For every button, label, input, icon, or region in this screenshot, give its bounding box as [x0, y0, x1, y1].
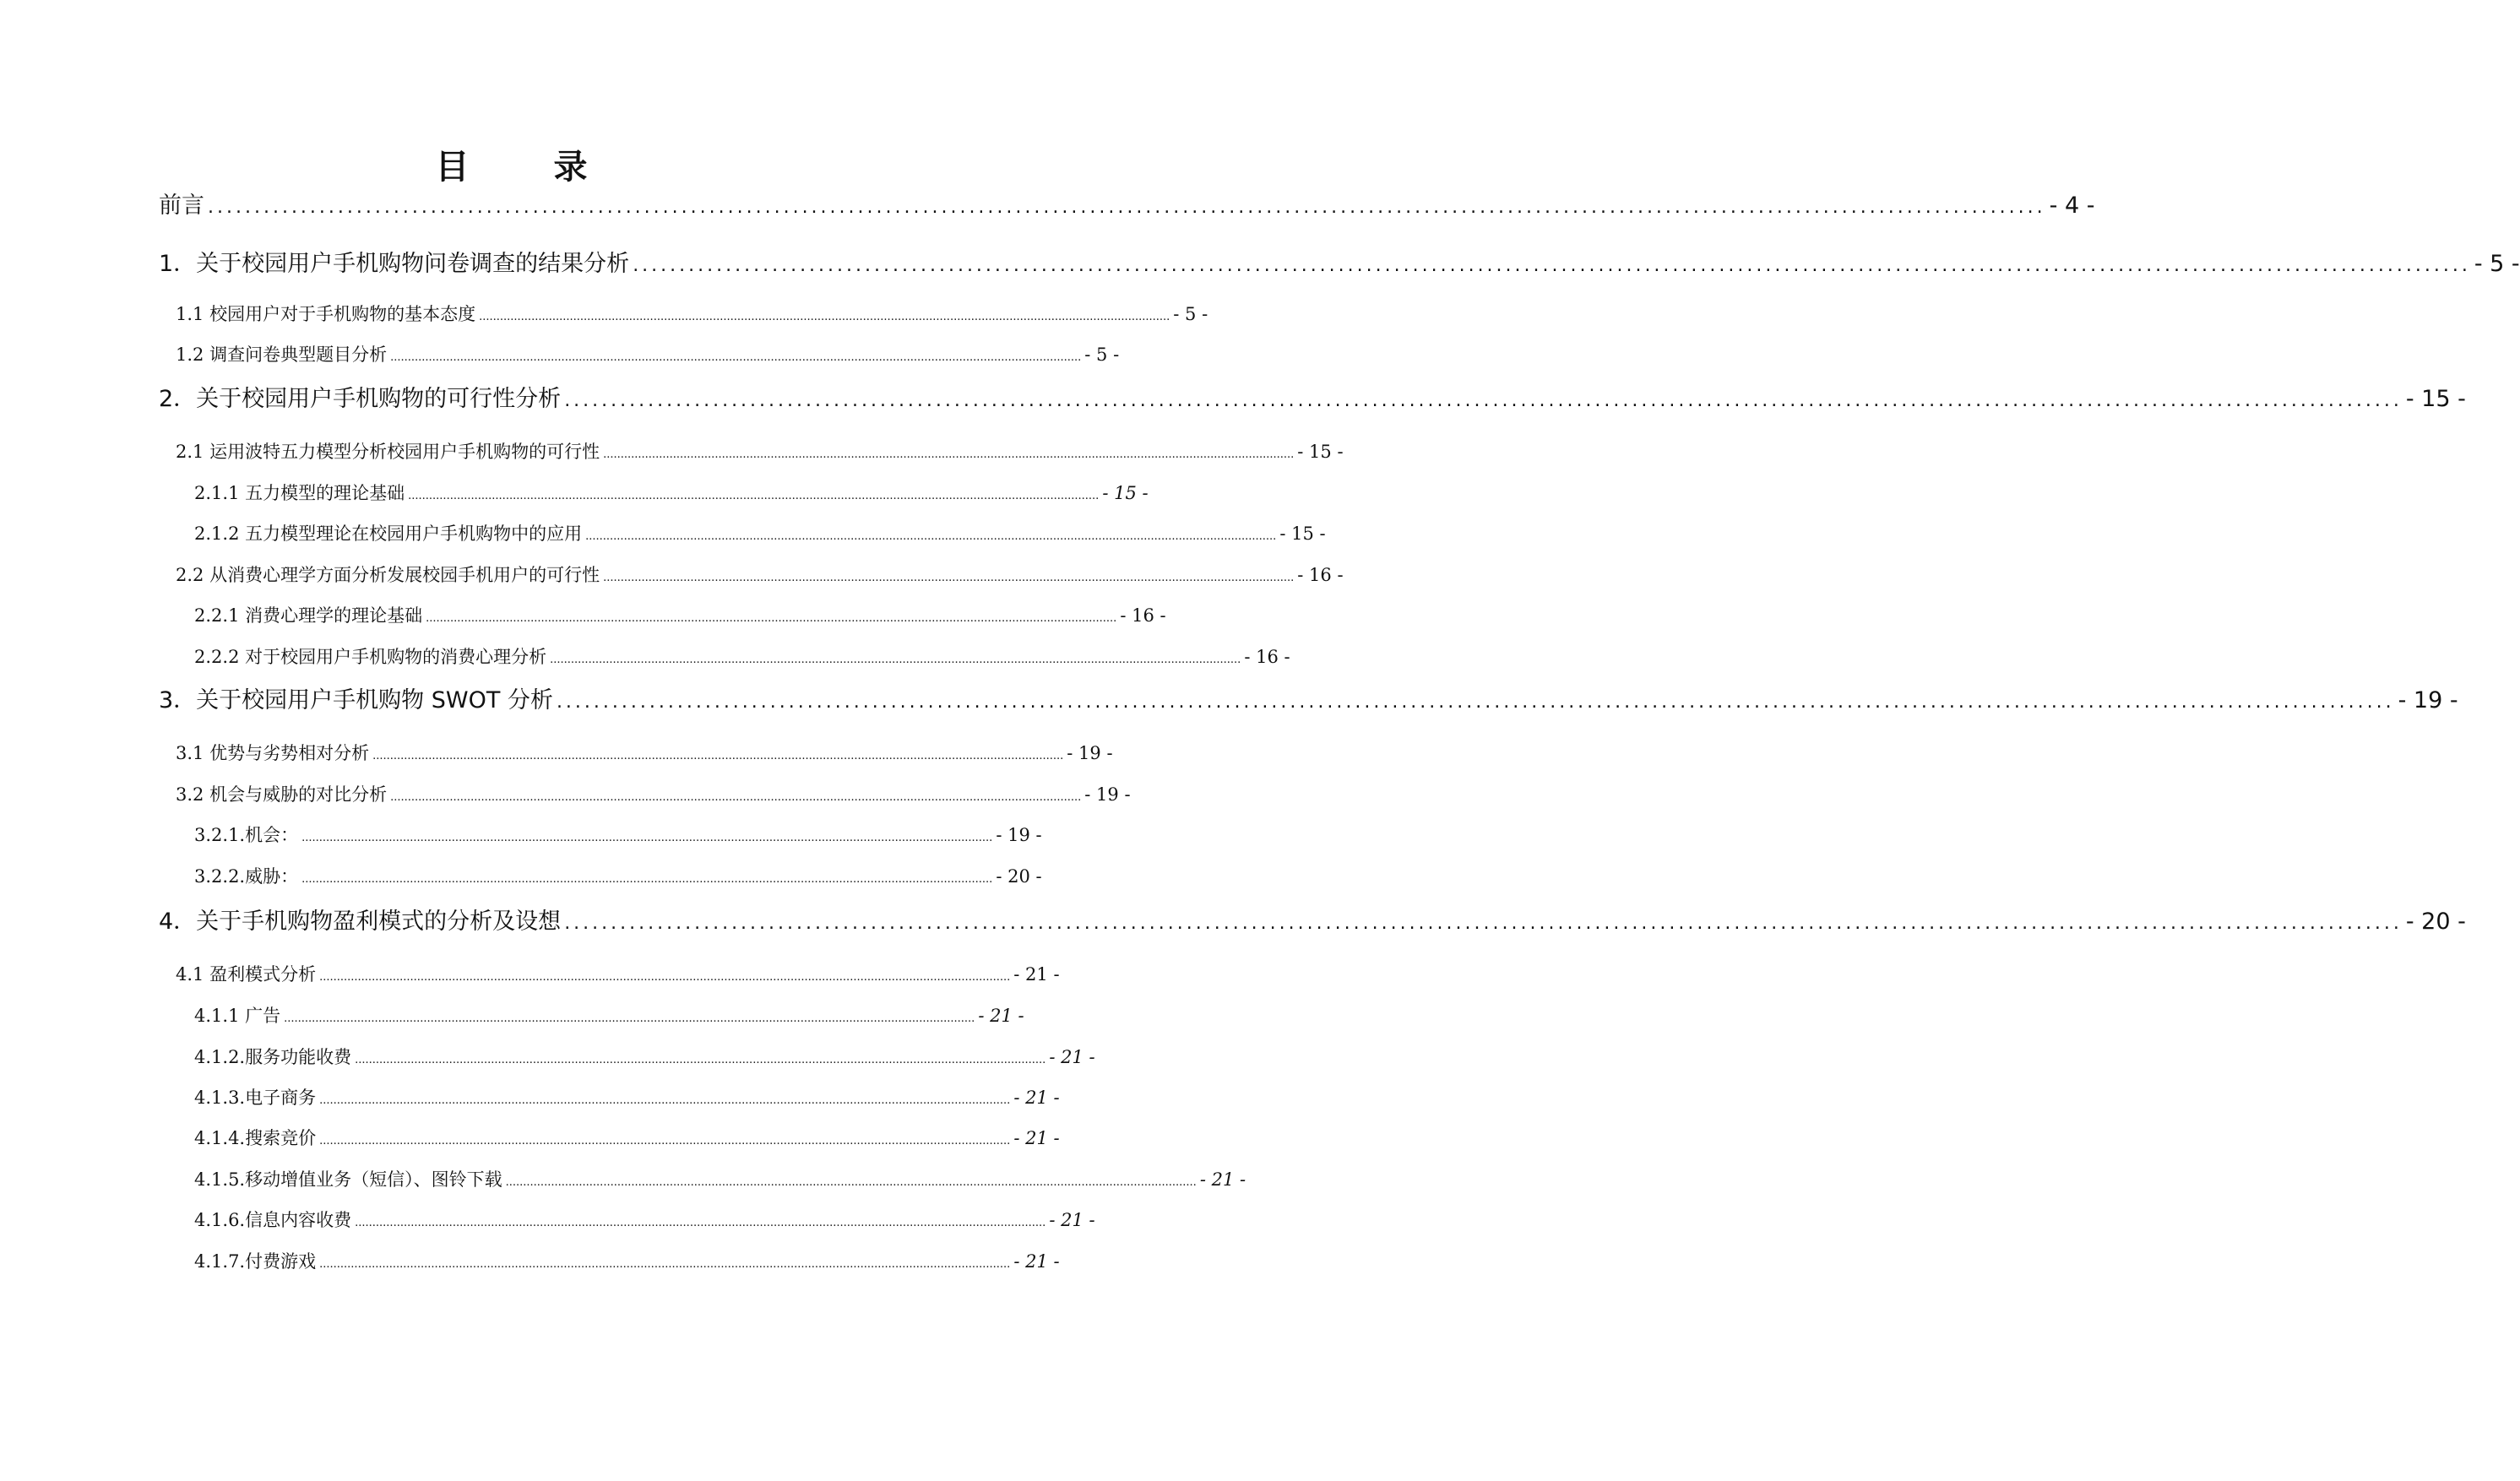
toc-entry-page: - 21 - [978, 1006, 1024, 1026]
toc-entry-section-4-1[interactable] [176, 961, 1060, 988]
toc-leader-dots: ...................................................................................................................................................................................................... [319, 1094, 1011, 1107]
toc-entry-page: - 15 - [2405, 386, 2466, 412]
toc-entry-chapter-2[interactable] [159, 382, 2466, 416]
toc-leader-dots: ...................................................................................................................................................................................................... [426, 612, 1117, 625]
toc-entry-page: - 19 - [996, 825, 1042, 845]
toc-entry-label: 2.1.1 五力模型的理论基础 [194, 483, 405, 503]
toc-leader-dots: ...................................................................................................................................................................................................... [479, 311, 1170, 323]
toc-entry-section-4-1-5[interactable] [194, 1166, 1246, 1193]
toc-entry-page: - 21 - [1049, 1047, 1095, 1067]
toc-leader-dots: ...................................................................................................................................................................................................... [355, 1217, 1046, 1229]
toc-leader-dots: ...................................................................................................................................................................................................... [633, 255, 2471, 276]
toc-entry-section-1-1[interactable] [176, 301, 1208, 328]
toc-entry-section-2-2-2[interactable] [194, 643, 1290, 670]
toc-entry-section-2-2[interactable] [176, 561, 1344, 589]
toc-entry-label: 2.2.2 对于校园用户手机购物的消费心理分析 [194, 647, 547, 667]
toc-entry-chapter-1[interactable] [159, 247, 2520, 281]
toc-entry-section-4-1-7[interactable] [194, 1248, 1060, 1275]
page-title: 目 录 [435, 148, 613, 187]
toc-entry-label: 4.1.5.移动增值业务（短信）、图铃下载 [194, 1169, 502, 1190]
toc-leader-dots: ...................................................................................................................................................................................................... [372, 750, 1064, 762]
toc-entry-page: - 16 - [1244, 647, 1290, 667]
toc-leader-dots: ...................................................................................................................................................................................................... [505, 1176, 1197, 1189]
toc-entry-page: - 4 - [2049, 193, 2095, 219]
toc-entry-page: - 19 - [2398, 687, 2458, 713]
toc-entry-page: - 5 - [1173, 304, 1208, 324]
toc-entry-section-2-1[interactable] [176, 438, 1344, 465]
toc-entry-page: - 21 - [1013, 964, 1060, 985]
toc-leader-dots: ...................................................................................................................................................................................................... [564, 390, 2403, 411]
toc-entry-section-3-1[interactable] [176, 740, 1113, 767]
toc-leader-dots: ...................................................................................................................................................................................................... [603, 572, 1295, 584]
toc-entry-label: 2．关于校园用户手机购物的可行性分析 [159, 386, 562, 412]
toc-entry-label: 前言 [159, 193, 204, 219]
toc-leader-dots: ...................................................................................................................................................................................................... [408, 490, 1100, 502]
toc-leader-dots: ...................................................................................................................................................................................................... [556, 692, 2395, 713]
toc-entry-label: 4.1.4.搜索竞价 [194, 1128, 317, 1148]
toc-entry-page: - 21 - [1199, 1169, 1246, 1190]
toc-entry-page: - 21 - [1013, 1088, 1060, 1108]
toc-leader-dots: ...................................................................................................................................................................................................... [390, 791, 1082, 804]
toc-entry-label: 2.2 从消费心理学方面分析发展校园手机用户的可行性 [176, 565, 600, 585]
toc-leader-dots: ...................................................................................................................................................................................................... [603, 448, 1295, 461]
toc-entry-page: - 21 - [1049, 1210, 1095, 1230]
toc-entry-page: - 5 - [1084, 344, 1120, 365]
toc-entry-label: 2.1.2 五力模型理论在校园用户手机购物中的应用 [194, 524, 583, 544]
toc-entry-page: - 21 - [1013, 1251, 1060, 1272]
toc-leader-dots: ...................................................................................................................................................................................................... [390, 351, 1082, 364]
toc-entry-page: - 21 - [1013, 1128, 1060, 1148]
toc-entry-label: 4.1.7.付费游戏 [194, 1251, 317, 1272]
toc-entry-label: 3.2.2.威胁： [194, 866, 299, 887]
toc-entry-label: 1.2 调查问卷典型题目分析 [176, 344, 388, 365]
toc-leader-dots: ...................................................................................................................................................................................................... [355, 1054, 1046, 1066]
toc-entry-section-2-1-2[interactable] [194, 520, 1326, 547]
toc-entry-page: - 15 - [1297, 442, 1344, 462]
toc-entry-section-4-1-2[interactable] [194, 1044, 1095, 1071]
toc-entry-page: - 5 - [2474, 251, 2520, 277]
toc-entry-section-3-2-2[interactable] [194, 863, 1042, 890]
toc-entry-section-3-2-1[interactable] [194, 822, 1042, 849]
toc-entry-page: - 19 - [1067, 743, 1113, 763]
toc-entry-label: 3．关于校园用户手机购物 SWOT 分析 [159, 687, 553, 713]
toc-leader-dots: ...................................................................................................................................................................................................... [319, 1135, 1011, 1147]
toc-entry-page: - 16 - [1297, 565, 1344, 585]
toc-entry-label: 4.1.2.服务功能收费 [194, 1047, 352, 1067]
toc-entry-page: - 16 - [1120, 605, 1166, 626]
toc-entry-label: 4.1 盈利模式分析 [176, 964, 317, 985]
toc-entry-label: 3.2 机会与威胁的对比分析 [176, 784, 388, 805]
toc-leader-dots: ...................................................................................................................................................................................................... [284, 1012, 975, 1025]
toc-entry-label: 2.2.1 消费心理学的理论基础 [194, 605, 423, 626]
toc-entry-chapter-3[interactable] [159, 684, 2458, 718]
toc-leader-dots: ...................................................................................................................................................................................................... [301, 832, 993, 844]
toc-entry-label: 4.1.6.信息内容收费 [194, 1210, 352, 1230]
toc-entry-chapter-4[interactable] [159, 905, 2466, 939]
toc-leader-dots: ...................................................................................................................................................................................................... [564, 913, 2403, 934]
toc-entry-section-4-1-3[interactable] [194, 1084, 1060, 1111]
toc-leader-dots: ...................................................................................................................................................................................................... [301, 873, 993, 886]
toc-entry-page: - 15 - [1279, 524, 1326, 544]
toc-entry-label: 3.2.1.机会： [194, 825, 299, 845]
toc-entry-label: 1．关于校园用户手机购物问卷调查的结果分析 [159, 251, 630, 277]
toc-entry-label: 3.1 优势与劣势相对分析 [176, 743, 370, 763]
toc-entry-section-1-2[interactable] [176, 341, 1120, 368]
toc-entry-label: 1.1 校园用户对于手机购物的基本态度 [176, 304, 476, 324]
toc-entry-page: - 15 - [1102, 483, 1149, 503]
toc-entry-label: 4．关于手机购物盈利模式的分析及设想 [159, 909, 562, 935]
toc-entry-section-2-1-1[interactable] [194, 480, 1149, 507]
toc-entry-page: - 20 - [2405, 909, 2466, 935]
toc-entry-section-4-1-1[interactable] [194, 1002, 1024, 1029]
toc-entry-label: 4.1.1 广告 [194, 1006, 281, 1026]
toc-entry-section-3-2[interactable] [176, 781, 1131, 808]
toc-leader-dots: ...................................................................................................................................................................................................... [208, 197, 2046, 218]
toc-entry-label: 2.1 运用波特五力模型分析校园用户手机购物的可行性 [176, 442, 600, 462]
toc-entry-page: - 20 - [996, 866, 1042, 887]
toc-entry-section-2-2-1[interactable] [194, 602, 1166, 629]
toc-entry-section-4-1-4[interactable] [194, 1125, 1060, 1152]
toc-leader-dots: ...................................................................................................................................................................................................... [319, 971, 1011, 984]
toc-entry-section-4-1-6[interactable] [194, 1207, 1095, 1234]
toc-leader-dots: ...................................................................................................................................................................................................... [319, 1258, 1011, 1271]
toc-leader-dots: ...................................................................................................................................................................................................... [550, 654, 1241, 666]
toc-leader-dots: ...................................................................................................................................................................................................... [585, 530, 1277, 543]
toc-entry-page: - 19 - [1084, 784, 1131, 805]
toc-entry-label: 4.1.3.电子商务 [194, 1088, 317, 1108]
toc-entry-preface[interactable] [159, 189, 2095, 223]
